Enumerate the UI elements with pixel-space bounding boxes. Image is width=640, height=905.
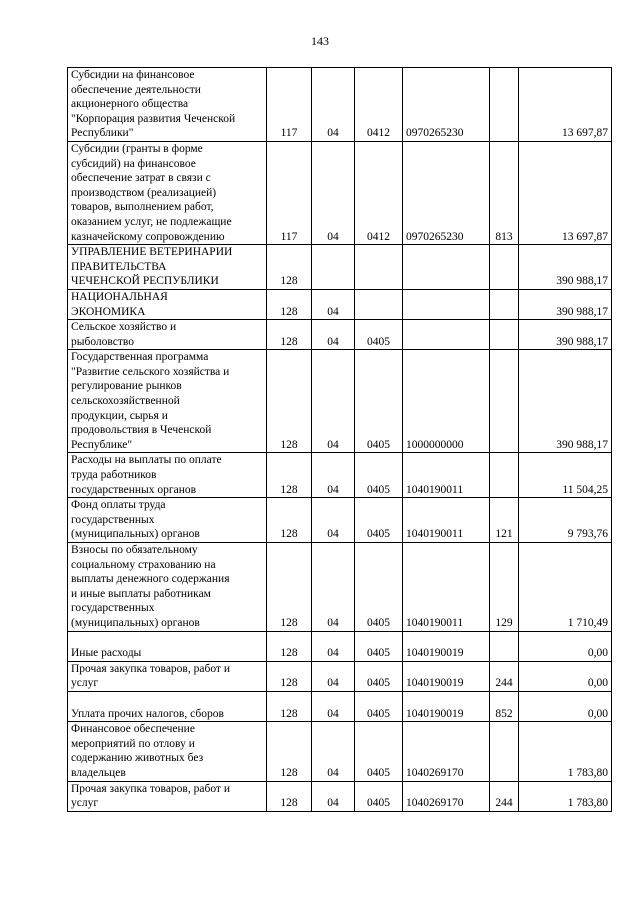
expense-type-cell: 129 (490, 543, 519, 632)
ved-code-cell: 128 (267, 691, 312, 721)
target-article-cell: 0970265230 (403, 68, 490, 142)
section-code-cell: 04 (312, 781, 355, 811)
ved-code-cell: 128 (267, 722, 312, 781)
section-code-cell (312, 245, 355, 290)
section-code-cell: 04 (312, 141, 355, 244)
table-row (68, 453, 612, 498)
ved-code-cell: 128 (267, 631, 312, 661)
section-code-cell: 04 (312, 453, 355, 498)
table-row (68, 543, 612, 632)
table-row (68, 68, 612, 142)
expense-type-cell (490, 722, 519, 781)
row-name-cell (68, 661, 267, 691)
row-name-cell (68, 631, 267, 661)
page-number: 143 (311, 34, 329, 48)
section-code-cell: 04 (312, 289, 355, 319)
amount-cell: 390 988,17 (519, 350, 612, 453)
table-row (68, 320, 612, 350)
table-body (68, 68, 612, 812)
ved-code-cell: 128 (267, 781, 312, 811)
target-article-cell: 1040190019 (403, 691, 490, 721)
section-code-cell: 04 (312, 320, 355, 350)
ved-code-cell: 128 (267, 289, 312, 319)
row-name-cell (68, 245, 267, 290)
row-name-text: Финансовое обеспечение мероприятий по отлову и содержанию животных без владельцев (71, 723, 204, 779)
section-code-cell: 04 (312, 68, 355, 142)
section-code-cell: 04 (312, 350, 355, 453)
subsection-code-cell: 0412 (355, 141, 403, 244)
amount-cell: 390 988,17 (519, 289, 612, 319)
ved-code-cell: 128 (267, 245, 312, 290)
section-code-cell: 04 (312, 722, 355, 781)
ved-code-cell: 117 (267, 141, 312, 244)
target-article-cell: 0970265230 (403, 141, 490, 244)
expense-type-cell: 852 (490, 691, 519, 721)
row-name-cell (68, 543, 267, 632)
row-name-text: Прочая закупка товаров, работ и услуг (71, 662, 230, 690)
expense-type-cell: 244 (490, 661, 519, 691)
target-article-cell: 1040269170 (403, 781, 490, 811)
amount-cell: 11 504,25 (519, 453, 612, 498)
target-article-cell (403, 320, 490, 350)
expense-type-cell (490, 631, 519, 661)
amount-cell: 390 988,17 (519, 245, 612, 290)
table-row (68, 722, 612, 781)
ved-code-cell: 128 (267, 350, 312, 453)
expense-type-cell (490, 68, 519, 142)
target-article-cell: 1000000000 (403, 350, 490, 453)
subsection-code-cell: 0405 (355, 350, 403, 453)
ved-code-cell: 117 (267, 68, 312, 142)
expense-type-cell: 244 (490, 781, 519, 811)
row-name-text: Субсидии (гранты в форме субсидий) на финансовое обеспечение затрат в связи с производством (реализацией) товаров, выполнением работ, оказанием услуг, не подлежащие казначейскому сопровождению (71, 142, 232, 243)
expense-type-cell (490, 245, 519, 290)
ved-code-cell: 128 (267, 320, 312, 350)
target-article-cell: 1040190011 (403, 453, 490, 498)
table-row (68, 289, 612, 319)
row-name-cell (68, 691, 267, 721)
ved-code-cell: 128 (267, 498, 312, 543)
table-row (68, 691, 612, 721)
subsection-code-cell: 0405 (355, 691, 403, 721)
row-name-cell (68, 781, 267, 811)
expense-type-cell (490, 350, 519, 453)
row-name-cell (68, 722, 267, 781)
row-name-text: Фонд оплаты труда государственных (муниципальных) органов (71, 499, 200, 541)
amount-cell: 0,00 (519, 691, 612, 721)
section-code-cell: 04 (312, 498, 355, 543)
subsection-code-cell: 0405 (355, 781, 403, 811)
expense-type-cell: 813 (490, 141, 519, 244)
section-code-cell: 04 (312, 631, 355, 661)
subsection-code-cell: 0405 (355, 661, 403, 691)
expense-type-cell (490, 289, 519, 319)
target-article-cell: 1040190011 (403, 498, 490, 543)
row-name-text: Взносы по обязательному социальному страхованию на выплаты денежного содержания и иные выплаты работникам государственных (муниципальных) органов (71, 544, 230, 629)
table-row (68, 781, 612, 811)
section-code-cell: 04 (312, 661, 355, 691)
row-name-cell (68, 498, 267, 543)
row-name-cell (68, 68, 267, 142)
expense-type-cell: 121 (490, 498, 519, 543)
subsection-code-cell: 0405 (355, 722, 403, 781)
row-name-text: Расходы на выплаты по оплате труда работников государственных органов (71, 454, 222, 496)
amount-cell: 1 710,49 (519, 543, 612, 632)
subsection-code-cell: 0412 (355, 68, 403, 142)
expense-type-cell (490, 453, 519, 498)
section-code-cell: 04 (312, 691, 355, 721)
target-article-cell (403, 289, 490, 319)
row-name-cell (68, 289, 267, 319)
target-article-cell: 1040190011 (403, 543, 490, 632)
amount-cell: 13 697,87 (519, 141, 612, 244)
row-name-text: Иные расходы (71, 647, 142, 660)
table-row (68, 498, 612, 543)
subsection-code-cell: 0405 (355, 498, 403, 543)
amount-cell: 9 793,76 (519, 498, 612, 543)
section-code-cell: 04 (312, 543, 355, 632)
row-name-text: Уплата прочих налогов, сборов (71, 707, 224, 720)
table-row (68, 631, 612, 661)
table-row (68, 661, 612, 691)
row-name-cell (68, 453, 267, 498)
amount-cell: 0,00 (519, 631, 612, 661)
target-article-cell: 1040269170 (403, 722, 490, 781)
table-row (68, 350, 612, 453)
row-name-text: НАЦИОНАЛЬНАЯ ЭКОНОМИКА (71, 290, 168, 318)
table-row (68, 141, 612, 244)
row-name-text: Субсидии на финансовое обеспечение деятельности акционерного общества "Корпорация развития Чеченской Республики" (71, 69, 236, 140)
amount-cell: 1 783,80 (519, 722, 612, 781)
target-article-cell: 1040190019 (403, 631, 490, 661)
ved-code-cell: 128 (267, 661, 312, 691)
subsection-code-cell: 0405 (355, 543, 403, 632)
table-row (68, 245, 612, 290)
subsection-code-cell (355, 289, 403, 319)
row-name-cell (68, 350, 267, 453)
expense-type-cell (490, 320, 519, 350)
subsection-code-cell: 0405 (355, 453, 403, 498)
amount-cell: 390 988,17 (519, 320, 612, 350)
row-name-text: УПРАВЛЕНИЕ ВЕТЕРИНАРИИ ПРАВИТЕЛЬСТВА ЧЕЧЕНСКОЙ РЕСПУБЛИКИ (71, 246, 233, 288)
budget-table (67, 67, 612, 812)
row-name-text: Сельское хозяйство и рыболовство (71, 321, 177, 348)
row-name-cell (68, 320, 267, 350)
target-article-cell (403, 245, 490, 290)
amount-cell: 1 783,80 (519, 781, 612, 811)
subsection-code-cell: 0405 (355, 320, 403, 350)
row-name-cell (68, 141, 267, 244)
ved-code-cell: 128 (267, 453, 312, 498)
subsection-code-cell (355, 245, 403, 290)
ved-code-cell: 128 (267, 543, 312, 632)
subsection-code-cell: 0405 (355, 631, 403, 661)
row-name-text: Прочая закупка товаров, работ и услуг (71, 782, 230, 810)
amount-cell: 13 697,87 (519, 68, 612, 142)
target-article-cell: 1040190019 (403, 661, 490, 691)
row-name-text: Государственная программа "Развитие сельского хозяйства и регулирование рынков сельскохозяйственной продукции, сырья и продовольствия в Чеченской Республике" (71, 351, 230, 451)
amount-cell: 0,00 (519, 661, 612, 691)
